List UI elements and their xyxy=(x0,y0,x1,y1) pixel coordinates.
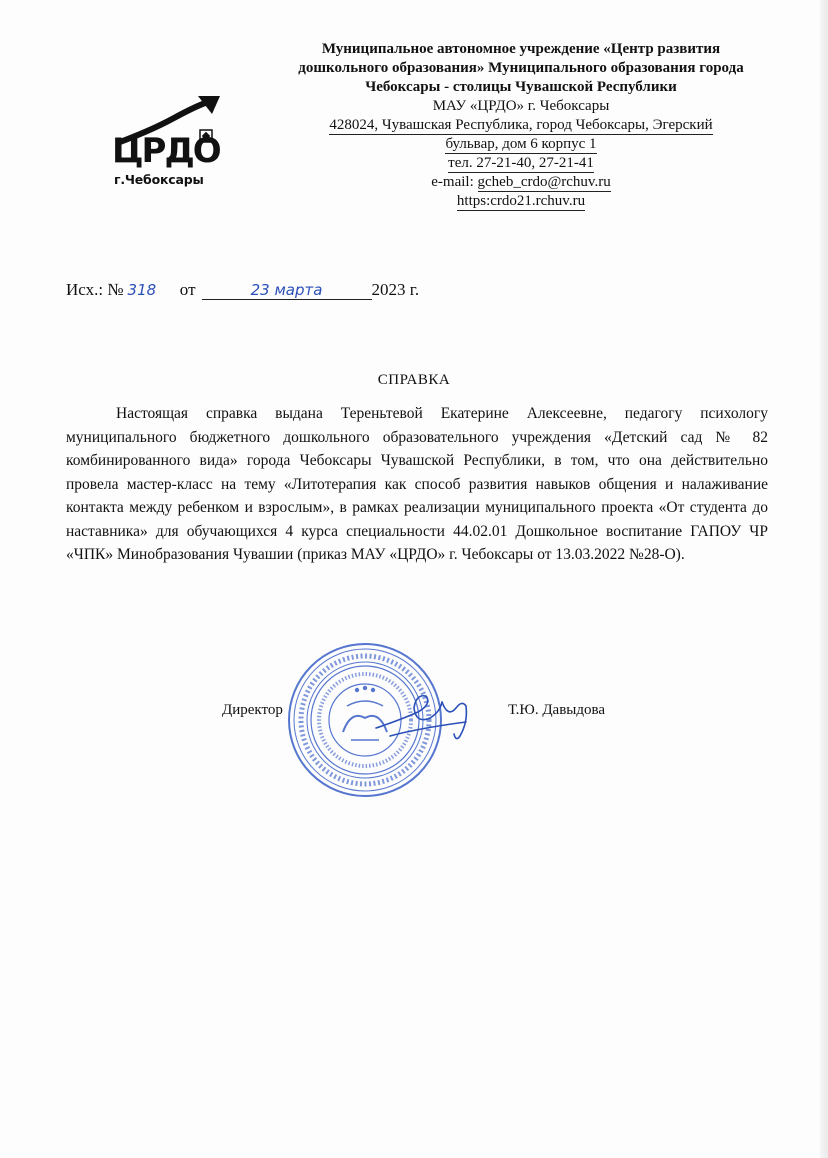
website-line xyxy=(276,192,766,211)
email-line xyxy=(276,173,766,192)
logo-city: г.Чебоксары xyxy=(114,172,204,187)
crdo-logo xyxy=(112,94,230,194)
email-label: e-mail: xyxy=(431,174,474,190)
ref-number: 318 xyxy=(127,281,157,299)
address-line-2 xyxy=(276,135,766,154)
reference-line xyxy=(66,280,419,300)
document-body: Настоящая справка выдана Тереньтевой Екатерине Алексеевне, педагогу психологу муниципального бюджетного дошкольного образовательного учреждения «Детский сад № 82 комбинированного вида» города Чебоксары Чувашской Республики, в том, что она действительно провела мастер-класс на тему «Литотерапия как способ развития навыков общения и налаживание контакта между ребенком и взрослым», в рамках реализации муниципального проекта «От студента до наставника» для обучающихся 4 курса специальности 44.02.01 Дошкольное воспитание ГАПОУ ЧР «ЧПК» Минобразования Чувашии (приказ МАУ «ЦРДО» г. Чебоксары от 13.03.2022 №28-О). xyxy=(66,405,768,563)
logo-letters: ЦРДО xyxy=(112,131,220,171)
address-line-2-text: бульвар, дом 6 корпус 1 xyxy=(445,136,597,152)
email-link[interactable]: gcheb_crdo@rchuv.ru xyxy=(477,174,611,190)
page-edge xyxy=(820,0,828,1158)
address-line-1-text: 428024, Чувашская Республика, город Чебоксары, Эгерский xyxy=(329,117,713,133)
signatory-position: Директор xyxy=(222,702,283,718)
date-handwritten: 23 марта xyxy=(250,281,323,299)
short-name: МАУ «ЦРДО» г. Чебоксары xyxy=(432,98,610,114)
organization-name: Муниципальное автономное учреждение «Центр развития дошкольного образования» Муниципального образования города Чебоксары - столицы Чувашской Республики xyxy=(298,41,744,95)
letterhead xyxy=(276,40,766,211)
address-line-1 xyxy=(276,116,766,135)
handwritten-signature xyxy=(370,678,490,748)
date-label: от xyxy=(179,280,196,299)
signatory-name: Т.Ю. Давыдова xyxy=(508,702,606,718)
phone-line xyxy=(276,154,766,173)
phone-text: тел. 27-21-40, 27-21-41 xyxy=(448,155,594,171)
year: 2023 г. xyxy=(371,280,420,299)
document-title: СПРАВКА xyxy=(377,372,451,388)
ref-label: Исх.: № xyxy=(66,280,124,299)
website-link[interactable]: https:crdo21.rchuv.ru xyxy=(456,193,586,209)
